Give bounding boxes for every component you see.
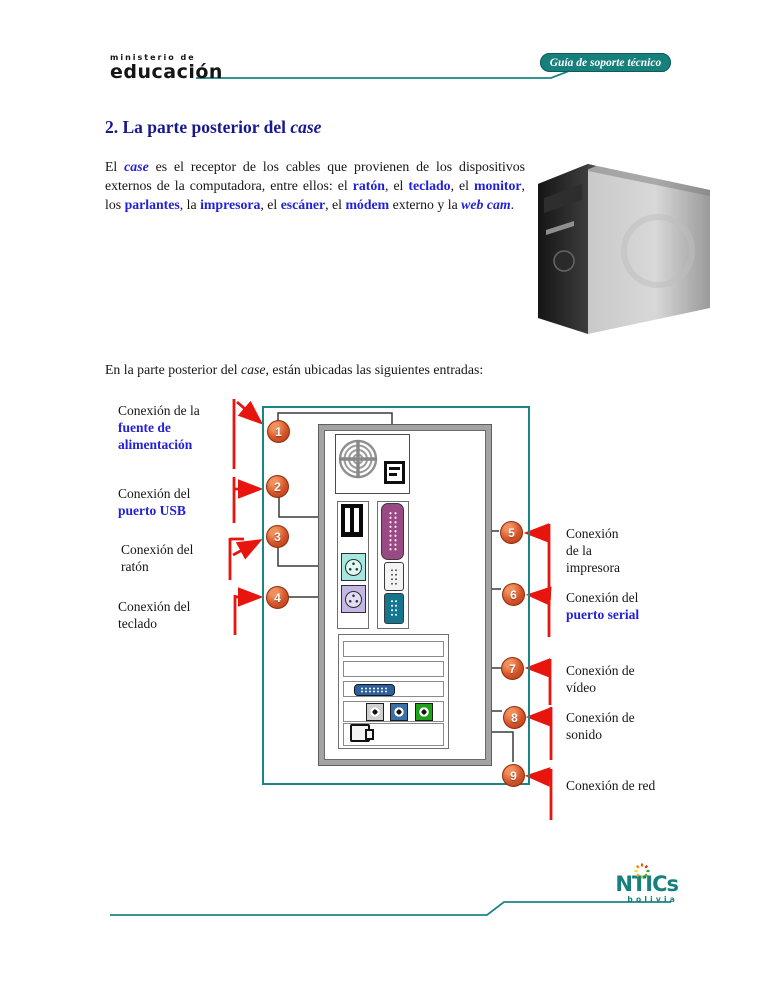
- text-segment: externo y la: [389, 197, 462, 212]
- text-segment: alimentación: [118, 437, 193, 452]
- audio-jack-gray: [366, 703, 384, 721]
- callout-label-mouse: [121, 541, 193, 575]
- text-segment: Conexión de: [566, 710, 635, 725]
- keyboard-port: [341, 585, 366, 613]
- callout-line: [118, 615, 190, 632]
- text-segment: parlantes: [124, 197, 180, 212]
- serial-port: [384, 562, 404, 591]
- ministry-logo: [110, 54, 223, 82]
- text-segment: Conexión del: [566, 590, 639, 605]
- parallel-printer-port: [381, 503, 404, 560]
- callout-line: [566, 726, 635, 743]
- header-badge: [540, 53, 671, 72]
- video-connector: [354, 684, 395, 696]
- callout-line: [118, 502, 190, 519]
- callout-line: [118, 419, 200, 436]
- diagram-caption: [105, 362, 585, 378]
- callout-label-serial: [566, 589, 639, 623]
- callout-line: [566, 606, 639, 623]
- callout-line: [566, 589, 639, 606]
- text-segment: es el receptor de los cables que provienen de los dispositivos externos de la computadora, entre ellos: el: [105, 159, 529, 193]
- text-segment: Conexión del: [118, 599, 191, 614]
- header-badge-label: Guía de soporte técnico: [549, 56, 662, 69]
- text-segment: impresora: [200, 197, 261, 212]
- text-segment: módem: [345, 197, 390, 212]
- text-segment: case: [241, 362, 266, 377]
- callout-line: [566, 709, 635, 726]
- callout-number-sound: 8: [503, 706, 526, 729]
- ministry-logo-line2: educación: [110, 61, 223, 83]
- callout-line: [566, 559, 620, 576]
- text-segment: , la: [179, 197, 201, 212]
- callout-number-usb: 2: [266, 475, 289, 498]
- callout-label-printer: [566, 525, 620, 576]
- computer-tower-image: [528, 156, 718, 341]
- ntics-brand-subtext: bolivia: [627, 895, 678, 904]
- mouse-port: [341, 553, 366, 581]
- ntics-logo: [610, 874, 678, 904]
- text-segment: Conexión del: [121, 542, 194, 557]
- text-segment: fuente de: [118, 420, 171, 435]
- usb-ports: [341, 504, 363, 537]
- text-segment: monitor: [474, 178, 522, 193]
- pointer-arrow-serial: [530, 595, 549, 596]
- text-segment: case: [124, 159, 149, 174]
- callout-number-mouse: 3: [266, 525, 289, 548]
- callout-line: [118, 402, 200, 419]
- callout-label-video: [566, 662, 635, 696]
- pointer-bar-mouse: [230, 538, 244, 580]
- text-segment: puerto serial: [566, 607, 640, 622]
- text-segment: ratón: [352, 178, 385, 193]
- text-segment: El: [105, 159, 125, 174]
- text-segment: escáner: [280, 197, 326, 212]
- pointer-arrow-mouse: [233, 541, 259, 555]
- vga-port: [384, 593, 404, 624]
- callout-label-usb: [118, 485, 190, 519]
- callout-line: [118, 485, 190, 502]
- callout-label-network: [566, 777, 655, 794]
- text-segment: case: [290, 117, 322, 137]
- text-segment: , el: [450, 178, 475, 193]
- callout-line: [121, 558, 193, 575]
- text-segment: puerto USB: [118, 503, 186, 518]
- text-segment: Conexión de red: [566, 778, 656, 793]
- text-segment: , el: [384, 178, 409, 193]
- callout-number-printer: 5: [500, 521, 523, 544]
- text-segment: Conexión de: [566, 663, 635, 678]
- text-segment: Conexión del: [118, 486, 191, 501]
- text-segment: , los: [105, 178, 529, 212]
- text-segment: teclado: [408, 178, 451, 193]
- callout-number-power: 1: [267, 420, 290, 443]
- power-socket: [384, 461, 405, 484]
- expansion-slot-1: [343, 641, 444, 657]
- callout-line: [118, 598, 190, 615]
- callout-label-sound: [566, 709, 635, 743]
- pointer-arrow-power: [237, 402, 260, 422]
- callout-line: [566, 542, 620, 559]
- text-segment: web cam: [461, 197, 511, 212]
- text-segment: Conexión: [566, 526, 619, 541]
- text-segment: 2. La parte posterior del: [105, 117, 291, 137]
- callout-line: [566, 525, 620, 542]
- audio-jack-blue: [390, 703, 408, 721]
- callout-line: [121, 541, 193, 558]
- pointer-arrow-network: [529, 776, 551, 777]
- ntics-sun-icon: [634, 863, 650, 879]
- network-port: [350, 724, 370, 742]
- tower-brand-emblem: [554, 251, 574, 271]
- text-segment: sonido: [566, 727, 603, 742]
- callout-number-serial: 6: [502, 583, 525, 606]
- text-segment: , están ubicadas las siguientes entradas:: [265, 362, 484, 377]
- text-segment: teclado: [118, 616, 157, 631]
- text-segment: vídeo: [566, 680, 596, 695]
- ministry-logo-line1: ministerio de: [110, 53, 196, 62]
- callout-line: [566, 777, 655, 794]
- usb-slot-1: [345, 508, 350, 532]
- audio-jack-green: [415, 703, 433, 721]
- text-segment: En la parte posterior del: [105, 362, 242, 377]
- callout-line: [118, 436, 200, 453]
- text-segment: , el: [325, 197, 346, 212]
- callout-line: [566, 679, 635, 696]
- callout-number-keyboard: 4: [266, 586, 289, 609]
- text-segment: .: [510, 197, 515, 212]
- footer-rule: [110, 902, 671, 915]
- text-segment: , el: [260, 197, 281, 212]
- fan-grille-icon: [338, 439, 380, 481]
- intro-paragraph: [105, 157, 529, 214]
- text-segment: Conexión de la: [118, 403, 200, 418]
- text-segment: de la: [566, 543, 592, 558]
- header-rule: [196, 71, 665, 78]
- expansion-slot-2: [343, 661, 444, 677]
- ntics-brand-text: NTICs: [615, 872, 678, 896]
- callout-label-power: [118, 402, 200, 453]
- callout-number-network: 9: [502, 764, 525, 787]
- usb-slot-2: [354, 508, 359, 532]
- text-segment: impresora: [566, 560, 620, 575]
- callout-label-keyboard: [118, 598, 190, 632]
- page-title: [105, 117, 321, 138]
- callout-number-video: 7: [501, 657, 524, 680]
- text-segment: ratón: [121, 559, 149, 574]
- callout-line: [566, 662, 635, 679]
